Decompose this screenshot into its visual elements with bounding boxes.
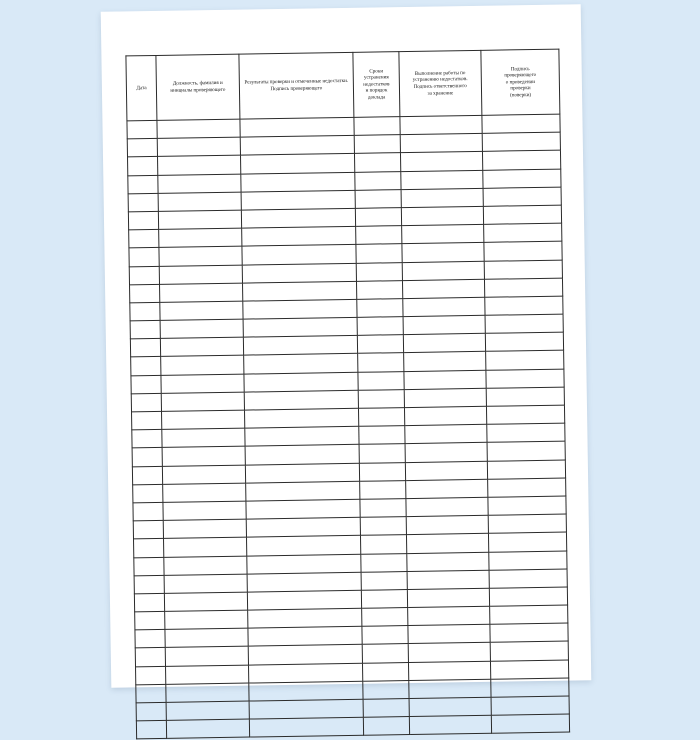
table-cell[interactable] bbox=[165, 610, 248, 629]
table-cell[interactable] bbox=[239, 117, 354, 137]
header-line: Подпись проверяющего bbox=[270, 85, 323, 93]
table-cell[interactable] bbox=[245, 445, 360, 465]
table-cell[interactable] bbox=[159, 246, 242, 265]
table-cell[interactable] bbox=[408, 661, 491, 680]
table-cell[interactable] bbox=[136, 721, 167, 740]
table-cell[interactable] bbox=[161, 374, 244, 393]
table-cell[interactable] bbox=[358, 389, 404, 408]
table-cell[interactable] bbox=[482, 150, 560, 169]
table-cell[interactable] bbox=[164, 537, 247, 556]
table-cell[interactable] bbox=[490, 623, 568, 642]
table-cell[interactable] bbox=[134, 557, 165, 576]
table-cell[interactable] bbox=[161, 337, 244, 356]
table-cell[interactable] bbox=[362, 626, 408, 645]
table-cell[interactable] bbox=[405, 443, 488, 462]
table-cell[interactable] bbox=[488, 532, 566, 551]
table-cell[interactable] bbox=[362, 608, 408, 627]
table-cell[interactable] bbox=[357, 280, 403, 299]
table-cell[interactable] bbox=[165, 592, 248, 611]
table-cell[interactable] bbox=[359, 444, 405, 463]
table-cell[interactable] bbox=[163, 501, 246, 520]
table-cell[interactable] bbox=[127, 120, 158, 139]
table-cell[interactable] bbox=[159, 228, 242, 247]
table-cell[interactable] bbox=[489, 569, 567, 588]
table-cell[interactable] bbox=[404, 370, 487, 389]
table-cell[interactable] bbox=[246, 517, 361, 537]
column-header-deadline bbox=[353, 52, 399, 118]
table-cell[interactable] bbox=[486, 387, 564, 406]
table-cell[interactable] bbox=[483, 169, 561, 188]
table-cell[interactable] bbox=[241, 226, 356, 246]
table-cell[interactable] bbox=[401, 188, 484, 207]
table-cell[interactable] bbox=[488, 478, 566, 497]
table-cell[interactable] bbox=[245, 481, 360, 501]
table-cell[interactable] bbox=[136, 666, 167, 685]
table-cell[interactable] bbox=[408, 643, 491, 662]
table-cell[interactable] bbox=[356, 208, 402, 227]
column-header-remediation bbox=[399, 50, 482, 116]
table-cell[interactable] bbox=[489, 551, 567, 570]
table-cell[interactable] bbox=[360, 480, 406, 499]
table-cell[interactable] bbox=[400, 152, 483, 171]
header-line: Должность, фамилия и bbox=[172, 80, 223, 88]
table-cell[interactable] bbox=[361, 571, 407, 590]
header-line: устранению недостатков. bbox=[412, 76, 468, 84]
table-cell[interactable] bbox=[166, 647, 249, 666]
header-row bbox=[126, 49, 560, 121]
table-cell[interactable] bbox=[354, 135, 400, 154]
table-cell[interactable] bbox=[158, 192, 241, 211]
table-cell[interactable] bbox=[356, 262, 402, 281]
table-cell[interactable] bbox=[490, 660, 568, 679]
table-cell[interactable] bbox=[245, 463, 360, 483]
table-cell[interactable] bbox=[364, 717, 410, 736]
table-cell[interactable] bbox=[403, 297, 486, 316]
table-cell[interactable] bbox=[249, 717, 364, 737]
column-header-inspector bbox=[156, 54, 239, 120]
table-cell[interactable] bbox=[166, 665, 249, 684]
table-cell[interactable] bbox=[246, 536, 361, 556]
header-line: и порядок bbox=[365, 87, 388, 94]
table-cell[interactable] bbox=[160, 319, 243, 338]
table-cell[interactable] bbox=[407, 606, 490, 625]
table-cell[interactable] bbox=[358, 335, 404, 354]
header-line: Сроки bbox=[369, 68, 384, 75]
table-cell[interactable] bbox=[402, 261, 485, 280]
table-cell[interactable] bbox=[403, 352, 486, 371]
table-cell[interactable] bbox=[248, 681, 363, 701]
table-cell[interactable] bbox=[355, 153, 401, 172]
table-cell[interactable] bbox=[241, 190, 356, 210]
table-cell[interactable] bbox=[160, 265, 243, 284]
table-cell[interactable] bbox=[161, 356, 244, 375]
table-cell[interactable] bbox=[485, 332, 563, 351]
table-cell[interactable] bbox=[404, 388, 487, 407]
table-cell[interactable] bbox=[158, 156, 241, 175]
table-cell[interactable] bbox=[357, 317, 403, 336]
table-cell[interactable] bbox=[362, 589, 408, 608]
table-cell[interactable] bbox=[404, 406, 487, 425]
table-cell[interactable] bbox=[402, 243, 485, 262]
table-cell[interactable] bbox=[131, 357, 162, 376]
header-line: о проведении bbox=[505, 78, 536, 86]
table-cell[interactable] bbox=[409, 679, 492, 698]
table-cell[interactable] bbox=[486, 405, 564, 424]
table-cell[interactable] bbox=[488, 514, 566, 533]
table-cell[interactable] bbox=[242, 263, 357, 283]
table-cell[interactable] bbox=[356, 244, 402, 263]
table-cell[interactable] bbox=[243, 354, 358, 374]
header-line: Подпись bbox=[510, 65, 530, 73]
table-cell[interactable] bbox=[129, 230, 160, 249]
table-cell[interactable] bbox=[243, 372, 358, 392]
table-cell[interactable] bbox=[132, 430, 163, 449]
header-line: доклада bbox=[367, 94, 386, 101]
table-cell[interactable] bbox=[133, 521, 164, 540]
table-cell[interactable] bbox=[360, 499, 406, 518]
table-cell[interactable] bbox=[484, 260, 562, 279]
table-cell[interactable] bbox=[133, 484, 164, 503]
table-cell[interactable] bbox=[483, 187, 561, 206]
table-cell[interactable] bbox=[166, 701, 249, 720]
table-cell[interactable] bbox=[403, 334, 486, 353]
table-cell[interactable] bbox=[136, 684, 167, 703]
table-cell[interactable] bbox=[406, 497, 489, 516]
table-cell[interactable] bbox=[129, 248, 160, 267]
table-cell[interactable] bbox=[486, 351, 564, 370]
table-cell[interactable] bbox=[487, 423, 565, 442]
table-cell[interactable] bbox=[132, 466, 163, 485]
table-cell[interactable] bbox=[358, 353, 404, 372]
table-cell[interactable] bbox=[409, 715, 492, 734]
table-cell[interactable] bbox=[164, 519, 247, 538]
table-cell[interactable] bbox=[355, 171, 401, 190]
table-cell[interactable] bbox=[130, 302, 161, 321]
table-cell[interactable] bbox=[242, 281, 357, 301]
header-line: Подпись ответственного bbox=[413, 83, 467, 90]
table-cell[interactable] bbox=[244, 426, 359, 446]
table-cell[interactable] bbox=[247, 627, 362, 647]
table-cell[interactable] bbox=[164, 574, 247, 593]
table-cell[interactable] bbox=[247, 572, 362, 592]
table-cell[interactable] bbox=[160, 283, 243, 302]
table-cell[interactable] bbox=[401, 224, 484, 243]
inspection-log-table bbox=[125, 49, 570, 740]
table-cell[interactable] bbox=[130, 320, 161, 339]
table-cell[interactable] bbox=[241, 208, 356, 228]
table-cell[interactable] bbox=[483, 205, 561, 224]
table-cell[interactable] bbox=[240, 136, 355, 156]
table-cell[interactable] bbox=[491, 678, 569, 697]
header-line: (поверки) bbox=[510, 91, 532, 99]
table-cell[interactable] bbox=[132, 448, 163, 467]
table-cell[interactable] bbox=[400, 134, 483, 153]
table-cell[interactable] bbox=[401, 206, 484, 225]
table-cell[interactable] bbox=[241, 245, 356, 265]
table-cell[interactable] bbox=[129, 266, 160, 285]
header-line: за хранение bbox=[427, 89, 454, 97]
table-header bbox=[126, 49, 560, 121]
table-cell[interactable] bbox=[363, 680, 409, 699]
header-line: Дата bbox=[136, 84, 147, 91]
header-line: проверки bbox=[510, 85, 531, 92]
table-cell[interactable] bbox=[135, 611, 166, 630]
header-line: недостатков bbox=[363, 81, 390, 88]
table-cell[interactable] bbox=[134, 539, 165, 558]
table-cell[interactable] bbox=[245, 499, 360, 519]
table-cell[interactable] bbox=[486, 369, 564, 388]
table-cell[interactable] bbox=[246, 554, 361, 574]
table-cell[interactable] bbox=[128, 193, 159, 212]
table-cell[interactable] bbox=[409, 697, 492, 716]
header-line: проверяющего bbox=[504, 72, 537, 79]
table-cell[interactable] bbox=[134, 575, 165, 594]
table-cell[interactable] bbox=[248, 645, 363, 665]
table-cell[interactable] bbox=[240, 172, 355, 192]
table-cell[interactable] bbox=[243, 317, 358, 337]
table-cell[interactable] bbox=[361, 553, 407, 572]
table-cell[interactable] bbox=[164, 556, 247, 575]
table-cell[interactable] bbox=[354, 117, 400, 136]
table-cell[interactable] bbox=[489, 587, 567, 606]
table-cell[interactable] bbox=[130, 339, 161, 358]
table-cell[interactable] bbox=[485, 314, 563, 333]
table-cell[interactable] bbox=[363, 662, 409, 681]
table-cell[interactable] bbox=[485, 296, 563, 315]
table-cell[interactable] bbox=[407, 552, 490, 571]
table-cell[interactable] bbox=[482, 132, 560, 151]
table-cell[interactable] bbox=[247, 590, 362, 610]
column-header-signature bbox=[481, 49, 560, 115]
table-cell[interactable] bbox=[162, 392, 245, 411]
table-cell[interactable] bbox=[484, 278, 562, 297]
table-cell[interactable] bbox=[162, 446, 245, 465]
table-cell[interactable] bbox=[160, 301, 243, 320]
table-cell[interactable] bbox=[360, 462, 406, 481]
table-cell[interactable] bbox=[244, 408, 359, 428]
table-cell[interactable] bbox=[403, 315, 486, 334]
table-body bbox=[127, 114, 570, 739]
table-cell[interactable] bbox=[491, 696, 569, 715]
table-cell[interactable] bbox=[405, 461, 488, 480]
table-cell[interactable] bbox=[158, 174, 241, 193]
table-cell[interactable] bbox=[356, 226, 402, 245]
table-cell[interactable] bbox=[406, 515, 489, 534]
table-cell[interactable] bbox=[358, 371, 404, 390]
table-cell[interactable] bbox=[127, 139, 158, 158]
header-line: устранения bbox=[363, 74, 389, 81]
table-cell[interactable] bbox=[361, 535, 407, 554]
table-cell[interactable] bbox=[165, 628, 248, 647]
table-cell[interactable] bbox=[359, 408, 405, 427]
header-line: инициалы проверяющего bbox=[170, 86, 226, 94]
table-cell[interactable] bbox=[130, 284, 161, 303]
table-cell[interactable] bbox=[482, 114, 560, 133]
table-cell[interactable] bbox=[128, 211, 159, 230]
table-cell[interactable] bbox=[357, 298, 403, 317]
table-cell[interactable] bbox=[247, 608, 362, 628]
table-cell[interactable] bbox=[484, 223, 562, 242]
header-line: Выполнение работы по bbox=[414, 70, 466, 77]
column-header-date bbox=[126, 55, 157, 120]
table-cell[interactable] bbox=[487, 460, 565, 479]
table-cell[interactable] bbox=[490, 605, 568, 624]
table-cell[interactable] bbox=[158, 137, 241, 156]
table-cell[interactable] bbox=[362, 644, 408, 663]
table-cell[interactable] bbox=[157, 119, 240, 138]
table-cell[interactable] bbox=[360, 517, 406, 536]
table-cell[interactable] bbox=[162, 410, 245, 429]
table-cell[interactable] bbox=[132, 411, 163, 430]
header-line: Результаты проверки и отмеченные недостатки. bbox=[244, 78, 349, 87]
table-cell[interactable] bbox=[359, 426, 405, 445]
table-cell[interactable] bbox=[408, 625, 491, 644]
table-cell[interactable] bbox=[162, 428, 245, 447]
table-cell[interactable] bbox=[248, 663, 363, 683]
table-cell[interactable] bbox=[243, 336, 358, 356]
table-cell[interactable] bbox=[487, 441, 565, 460]
table-cell[interactable] bbox=[136, 702, 167, 721]
table-cell[interactable] bbox=[491, 714, 569, 733]
table-cell[interactable] bbox=[401, 170, 484, 189]
table-cell[interactable] bbox=[488, 496, 566, 515]
table-cell[interactable] bbox=[405, 479, 488, 498]
table-cell[interactable] bbox=[242, 299, 357, 319]
column-header-results bbox=[238, 52, 354, 119]
table-cell[interactable] bbox=[128, 157, 159, 176]
document-page bbox=[101, 4, 592, 687]
table-cell[interactable] bbox=[244, 390, 359, 410]
table-cell[interactable] bbox=[133, 502, 164, 521]
table-cell[interactable] bbox=[407, 588, 490, 607]
table-cell[interactable] bbox=[135, 630, 166, 649]
table-cell[interactable] bbox=[402, 279, 485, 298]
table-cell[interactable] bbox=[163, 465, 246, 484]
table-cell[interactable] bbox=[484, 241, 562, 260]
table-cell[interactable] bbox=[128, 175, 159, 194]
table-cell[interactable] bbox=[355, 189, 401, 208]
table-cell[interactable] bbox=[131, 375, 162, 394]
table-cell[interactable] bbox=[159, 210, 242, 229]
table-cell[interactable] bbox=[249, 699, 364, 719]
table-cell[interactable] bbox=[240, 154, 355, 174]
table-cell[interactable] bbox=[163, 483, 246, 502]
table-cell[interactable] bbox=[406, 534, 489, 553]
table-cell[interactable] bbox=[405, 424, 488, 443]
table-cell[interactable] bbox=[134, 593, 165, 612]
table-cell[interactable] bbox=[167, 719, 250, 738]
table-cell[interactable] bbox=[363, 699, 409, 718]
table-cell[interactable] bbox=[131, 393, 162, 412]
table-cell[interactable] bbox=[135, 648, 166, 667]
table-cell[interactable] bbox=[400, 115, 483, 134]
page-content-area bbox=[125, 49, 568, 660]
table-cell[interactable] bbox=[407, 570, 490, 589]
table-cell[interactable] bbox=[490, 641, 568, 660]
table-cell[interactable] bbox=[166, 683, 249, 702]
